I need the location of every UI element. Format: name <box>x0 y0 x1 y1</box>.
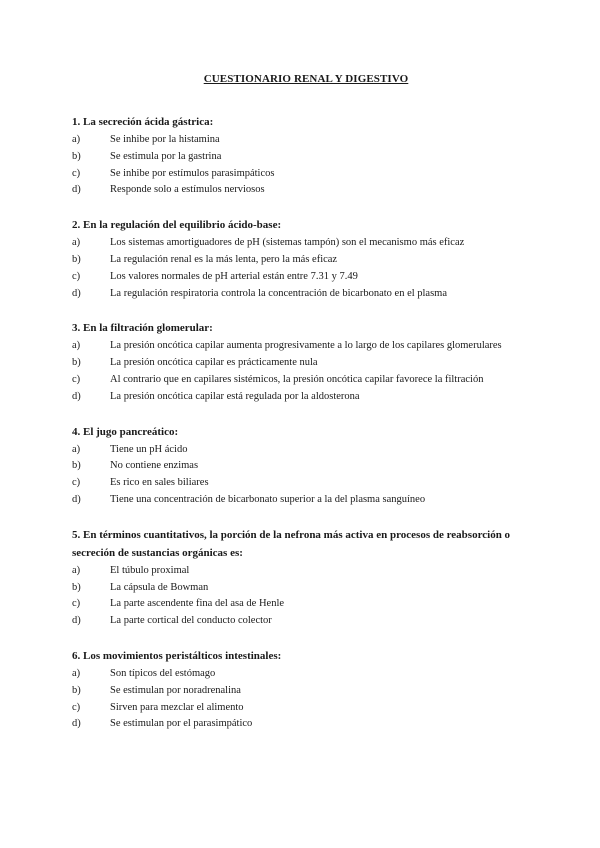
option-letter: b) <box>72 684 81 696</box>
option-letter: d) <box>72 184 81 196</box>
answer-option <box>72 700 540 717</box>
option-text: Responde solo a estímulos nerviosos <box>110 184 265 196</box>
option-letter: a) <box>72 564 81 576</box>
question-block <box>72 216 540 302</box>
option-letter: c) <box>72 477 81 489</box>
question-heading: 2. En la regulación del equilibrio ácido-base: <box>72 219 282 232</box>
answer-option <box>72 252 540 269</box>
answer-option <box>72 563 540 580</box>
option-text: La presión oncótica capilar es prácticamente nula <box>110 357 318 369</box>
answer-option <box>72 613 540 630</box>
question-block <box>72 113 540 199</box>
answer-option <box>72 182 540 199</box>
option-text: El túbulo proximal <box>110 564 190 576</box>
option-letter: c) <box>72 373 81 385</box>
option-text: La regulación respiratoria controla la concentración de bicarbonato en el plasma <box>110 287 448 299</box>
question-block <box>72 423 540 509</box>
answer-option <box>72 475 540 492</box>
answer-option <box>72 442 540 459</box>
answer-option <box>72 149 540 166</box>
answer-option <box>72 580 540 597</box>
question-heading: 4. El jugo pancreático: <box>72 425 179 438</box>
option-letter: b) <box>72 460 81 472</box>
question-block <box>72 319 540 405</box>
option-text: Se estimulan por el parasimpático <box>110 718 253 730</box>
option-letter: a) <box>72 134 81 145</box>
question-heading: 1. La secreción ácida gástrica: <box>72 116 214 128</box>
answer-option <box>72 666 540 683</box>
option-letter: b) <box>72 357 81 369</box>
answer-option <box>72 389 540 406</box>
option-text: La regulación renal es la más lenta, pero la más eficaz <box>110 253 338 265</box>
question-list <box>72 113 540 733</box>
answer-option <box>72 132 540 149</box>
option-text: La cápsula de Bowman <box>110 581 209 593</box>
answer-option <box>72 235 540 252</box>
option-letter: c) <box>72 167 81 179</box>
option-text: Es rico en sales biliares <box>110 477 209 489</box>
answer-option <box>72 372 540 389</box>
option-text: La presión oncótica capilar aumenta progresivamente a lo largo de los capilares glomerulares <box>110 340 502 352</box>
option-text: La presión oncótica capilar está regulada por la aldosterona <box>110 390 360 402</box>
question-heading: 5. En términos cuantitativos, la porción de la nefrona más activa en procesos de reabsorción o secreción de sustancias orgánicas es: <box>72 528 511 559</box>
option-letter: d) <box>72 718 81 730</box>
answer-option <box>72 338 540 355</box>
option-text: Sirven para mezclar el alimento <box>110 701 244 713</box>
option-text: Se inhibe por estímulos parasimpáticos <box>110 167 275 179</box>
option-text: Se inhibe por la histamina <box>110 134 220 145</box>
answer-option <box>72 492 540 509</box>
option-letter: a) <box>72 667 81 679</box>
page-title: CUESTIONARIO RENAL Y DIGESTIVO <box>203 73 409 85</box>
answer-option <box>72 269 540 286</box>
option-letter: b) <box>72 581 81 593</box>
question-block <box>72 526 540 630</box>
option-text: Se estimula por la gastrina <box>110 150 222 162</box>
answer-option <box>72 716 540 733</box>
option-letter: b) <box>72 253 81 265</box>
option-letter: d) <box>72 615 81 627</box>
option-text: La parte ascendente fina del asa de Henle <box>110 598 285 610</box>
option-letter: c) <box>72 270 81 282</box>
question-heading: 3. En la filtración glomerular: <box>72 322 213 335</box>
option-letter: d) <box>72 390 81 402</box>
answer-option <box>72 166 540 183</box>
option-text: La parte cortical del conducto colector <box>110 615 272 627</box>
option-letter: c) <box>72 598 81 610</box>
option-text: No contiene enzimas <box>110 460 199 472</box>
option-letter: a) <box>72 340 81 352</box>
option-text: Tiene un pH ácido <box>110 443 188 455</box>
option-letter: a) <box>72 237 81 249</box>
option-letter: d) <box>72 493 81 505</box>
option-text: Los sistemas amortiguadores de pH (sistemas tampón) son el mecanismo más eficaz <box>110 237 465 249</box>
option-text: Son típicos del estómago <box>110 667 216 679</box>
answer-option <box>72 596 540 613</box>
option-letter: a) <box>72 443 81 455</box>
question-block <box>72 647 540 733</box>
option-text: Tiene una concentración de bicarbonato superior a la del plasma sanguíneo <box>110 493 426 505</box>
answer-option <box>72 286 540 303</box>
answer-option <box>72 355 540 372</box>
question-heading: 6. Los movimientos peristálticos intestinales: <box>72 649 282 662</box>
option-letter: c) <box>72 701 81 713</box>
answer-option <box>72 458 540 475</box>
option-text: Se estimulan por noradrenalina <box>110 684 241 696</box>
option-text: Al contrario que en capilares sistémicos, la presión oncótica capilar favorece la filtración <box>110 373 484 385</box>
answer-option <box>72 683 540 700</box>
option-text: Los valores normales de pH arterial están entre 7.31 y 7.49 <box>110 270 358 282</box>
option-letter: b) <box>72 150 81 162</box>
option-letter: d) <box>72 287 81 299</box>
